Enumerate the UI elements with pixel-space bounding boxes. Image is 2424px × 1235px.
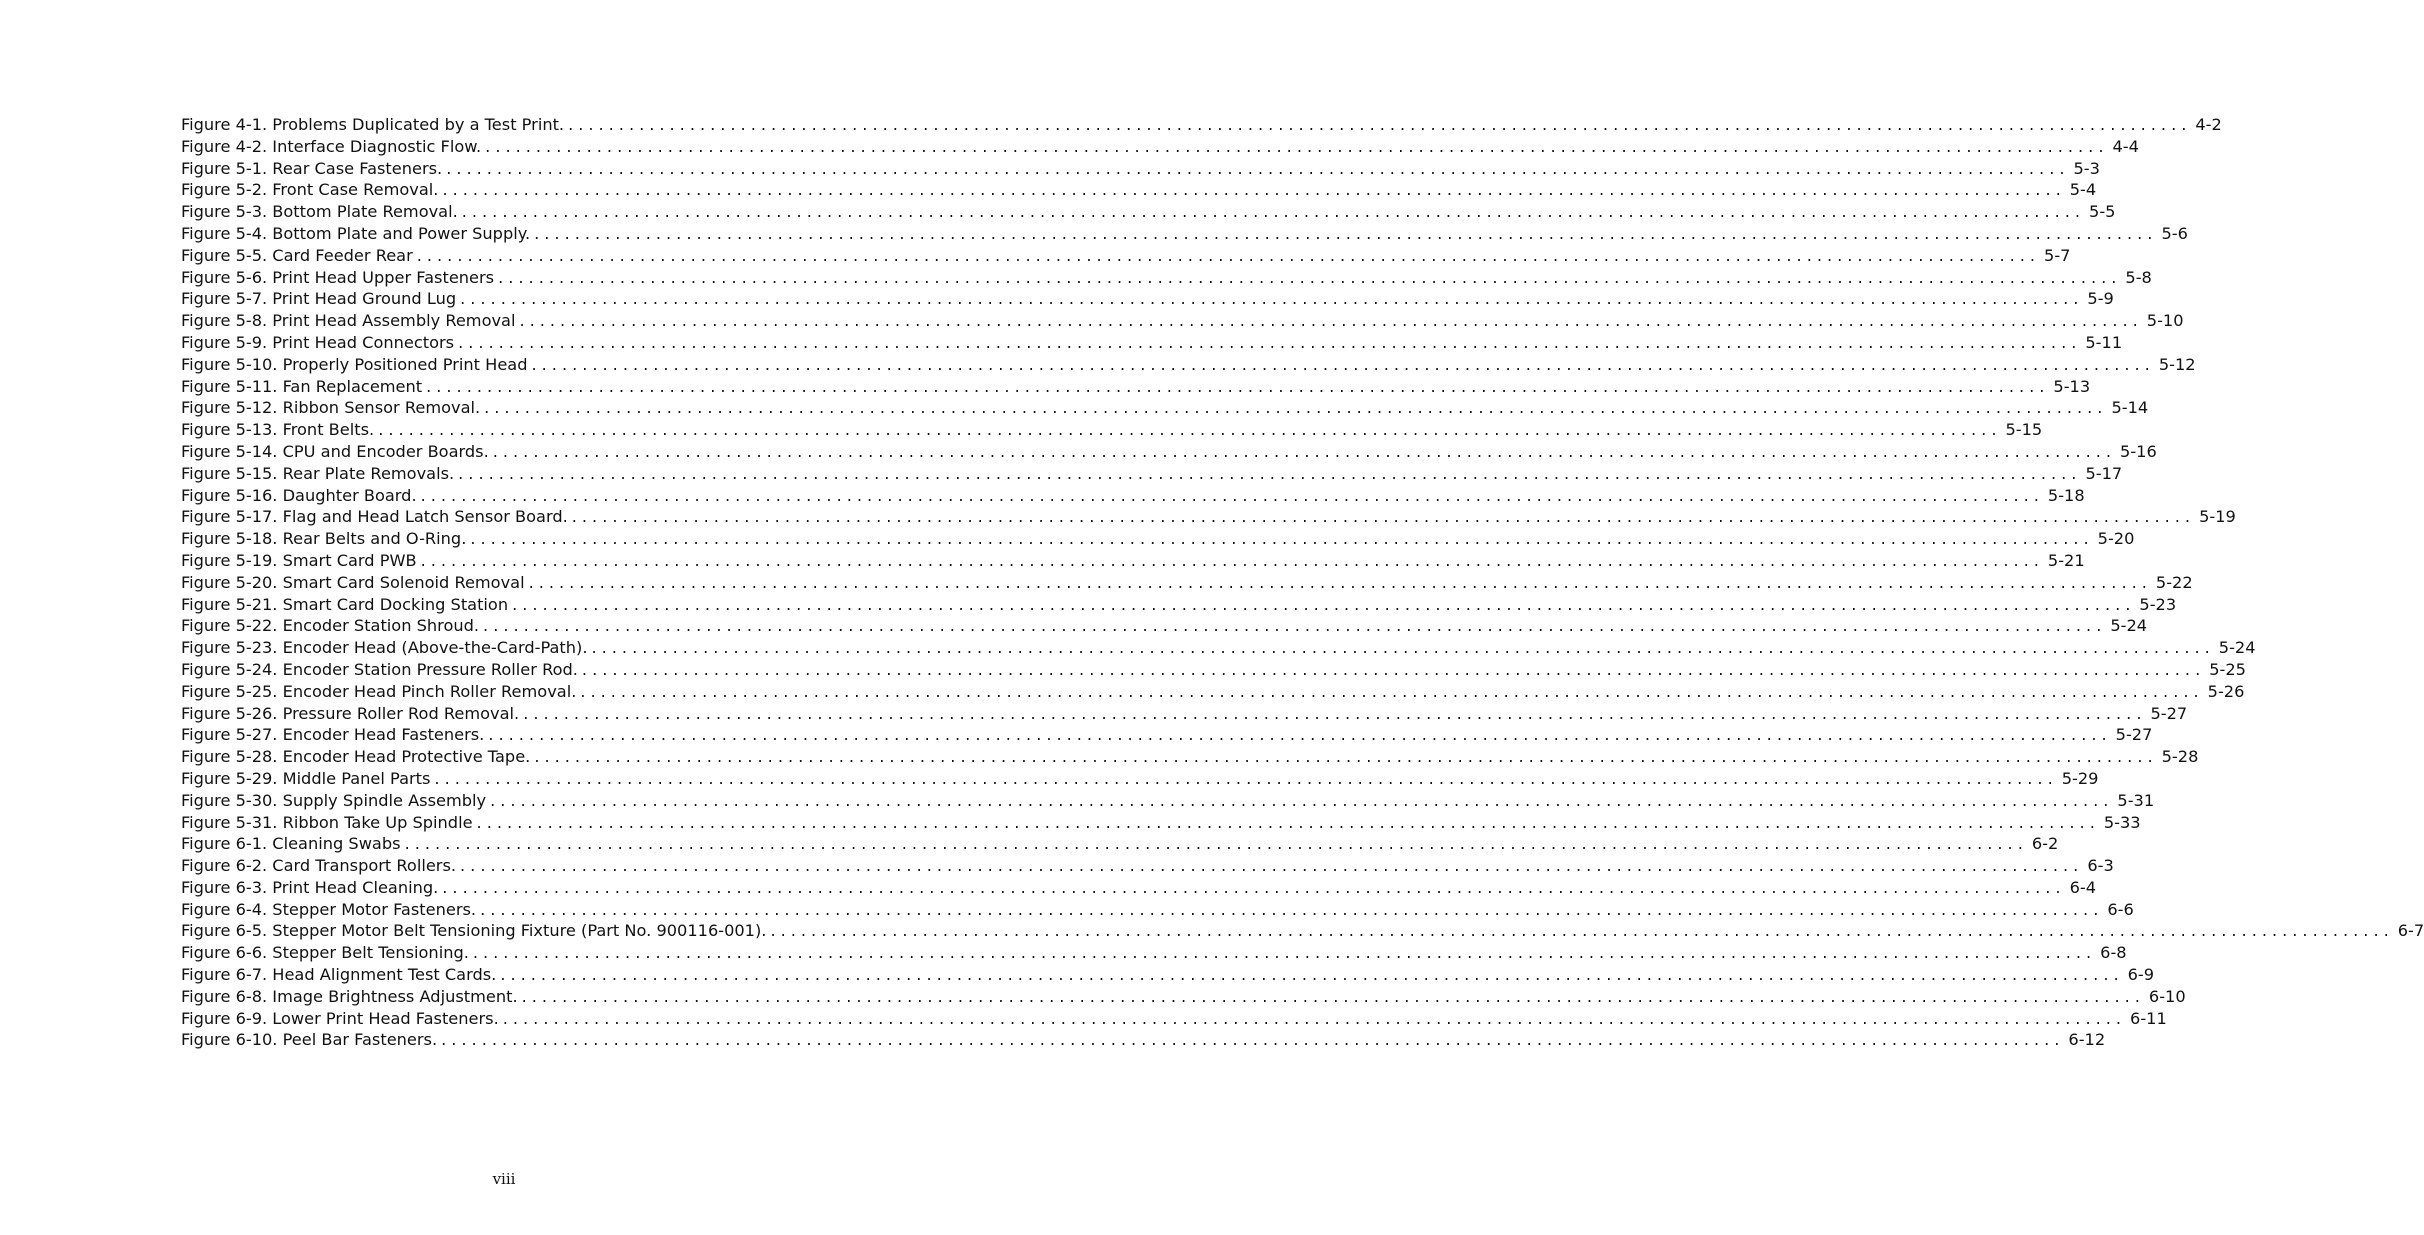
toc-entry[interactable] [181, 179, 2097, 201]
toc-entry-page: 5-4 [2069, 180, 2097, 200]
toc-entry[interactable] [181, 419, 2043, 441]
toc-entry-page: 5-11 [2085, 332, 2123, 352]
toc-entry-page: 5-23 [2139, 594, 2177, 614]
toc-entry-page: 5-8 [2125, 267, 2152, 287]
toc-entry[interactable] [181, 267, 2152, 289]
toc-entry[interactable] [181, 899, 2134, 921]
toc-entry-page: 5-28 [2161, 747, 2199, 767]
dot-leader: ................................................................................................................................................................ [488, 725, 2112, 745]
toc-entry[interactable] [181, 855, 2114, 877]
toc-entry-page: 6-11 [2130, 1008, 2167, 1028]
toc-entry[interactable] [181, 550, 2085, 572]
toc-entry-title: Figure 6-2. Card Transport Rollers. [181, 856, 457, 876]
toc-entry[interactable] [181, 724, 2153, 746]
toc-entry-page: 6-3 [2087, 856, 2114, 876]
dot-leader: ................................................................................................................................................................ [534, 747, 2158, 767]
toc-entry-title: Figure 5-8. Print Head Assembly Removal [181, 311, 516, 331]
toc-entry-page: 5-5 [2089, 202, 2116, 222]
toc-entry-title: Figure 5-12. Ribbon Sensor Removal. [181, 398, 481, 418]
dot-leader: ................................................................................................................................................................ [416, 245, 2041, 265]
toc-entry[interactable] [181, 1008, 2167, 1030]
toc-entry[interactable] [181, 572, 2193, 594]
toc-entry[interactable] [181, 964, 2155, 986]
dot-leader: ................................................................................................................................................................ [434, 768, 2058, 788]
toc-entry-title: Figure 5-13. Front Belts. [181, 420, 375, 440]
toc-entry[interactable] [181, 986, 2186, 1008]
toc-entry-title: Figure 5-15. Rear Plate Removals. [181, 463, 455, 483]
toc-entry-page: 5-14 [2111, 398, 2149, 418]
dot-leader: ................................................................................................................................................................ [502, 1008, 2127, 1028]
toc-entry-title: Figure 5-24. Encoder Station Pressure Roller Rod. [181, 659, 578, 679]
dot-leader: ................................................................................................................................................................ [476, 812, 2100, 832]
toc-entry-title: Figure 6-6. Stepper Belt Tensioning. [181, 943, 469, 963]
toc-entry-title: Figure 6-4. Stepper Motor Fasteners. [181, 899, 477, 919]
toc-entry[interactable] [181, 637, 2256, 659]
toc-entry-title: Figure 5-2. Front Case Removal. [181, 180, 439, 200]
toc-entry[interactable] [181, 615, 2148, 637]
toc-entry[interactable] [181, 833, 2059, 855]
dot-leader: ................................................................................................................................................................ [512, 594, 2136, 614]
toc-entry[interactable] [181, 877, 2097, 899]
toc-entry-title: Figure 5-21. Smart Card Docking Station [181, 594, 509, 614]
toc-entry-page: 6-10 [2148, 986, 2186, 1006]
toc-entry-title: Figure 5-31. Ribbon Take Up Spindle [181, 812, 473, 832]
dot-leader: ................................................................................................................................................................ [461, 202, 2086, 222]
list-of-figures [181, 114, 2424, 1051]
toc-entry-page: 5-19 [2199, 507, 2236, 527]
dot-leader: ................................................................................................................................................................ [523, 703, 2147, 723]
dot-leader: ................................................................................................................................................................ [442, 877, 2066, 897]
toc-entry[interactable] [181, 506, 2236, 528]
toc-entry-title: Figure 5-16. Daughter Board. [181, 485, 417, 505]
toc-entry-title: Figure 6-10. Peel Bar Fasteners. [181, 1030, 438, 1050]
toc-entry[interactable] [181, 136, 2139, 158]
toc-entry-title: Figure 5-19. Smart Card PWB [181, 550, 417, 570]
dot-leader: ................................................................................................................................................................ [580, 681, 2204, 701]
dot-leader: ................................................................................................................................................................ [498, 267, 2122, 287]
toc-entry[interactable] [181, 746, 2199, 768]
dot-leader: ................................................................................................................................................................ [519, 311, 2143, 331]
toc-entry-title: Figure 5-25. Encoder Head Pinch Roller Removal. [181, 681, 577, 701]
toc-entry-title: Figure 5-28. Encoder Head Protective Tape. [181, 747, 531, 767]
toc-entry[interactable] [181, 114, 2222, 136]
toc-entry-page: 6-7 [2397, 921, 2424, 941]
toc-entry-page: 6-12 [2068, 1030, 2106, 1050]
page-number: viii [492, 1170, 516, 1188]
toc-entry[interactable] [181, 485, 2085, 507]
toc-entry[interactable] [181, 681, 2245, 703]
toc-entry-title: Figure 5-6. Print Head Upper Fasteners [181, 267, 495, 287]
dot-leader: ................................................................................................................................................................ [458, 332, 2082, 352]
dot-leader: ................................................................................................................................................................ [472, 943, 2097, 963]
toc-entry-page: 5-10 [2146, 311, 2184, 331]
toc-entry-title: Figure 5-11. Fan Replacement [181, 376, 423, 396]
toc-entry-title: Figure 5-18. Rear Belts and O-Ring. [181, 529, 467, 549]
toc-entry-title: Figure 4-1. Problems Duplicated by a Test Print. [181, 115, 565, 134]
dot-leader: ................................................................................................................................................................ [483, 616, 2107, 636]
toc-entry-page: 5-20 [2097, 529, 2135, 549]
toc-entry[interactable] [181, 768, 2099, 790]
toc-entry[interactable] [181, 376, 2091, 398]
toc-entry[interactable] [181, 310, 2184, 332]
toc-entry[interactable] [181, 528, 2135, 550]
toc-entry-title: Figure 5-14. CPU and Encoder Boards. [181, 441, 489, 461]
toc-entry-title: Figure 5-9. Print Head Connectors [181, 332, 455, 352]
toc-entry-page: 5-7 [2044, 245, 2071, 265]
dot-leader: ................................................................................................................................................................ [591, 638, 2215, 658]
toc-entry-page: 5-17 [2085, 463, 2123, 483]
toc-entry-page: 5-21 [2047, 550, 2085, 570]
toc-entry[interactable] [181, 354, 2196, 376]
dot-leader: ................................................................................................................................................................ [480, 899, 2104, 919]
toc-entry-page: 6-6 [2107, 899, 2134, 919]
toc-entry[interactable] [181, 659, 2246, 681]
toc-entry[interactable] [181, 441, 2157, 463]
dot-leader: ................................................................................................................................................................ [458, 463, 2082, 483]
dot-leader: ................................................................................................................................................................ [420, 550, 2044, 570]
dot-leader: ................................................................................................................................................................ [460, 856, 2084, 876]
dot-leader: ................................................................................................................................................................ [484, 398, 2108, 418]
toc-entry[interactable] [181, 812, 2141, 834]
toc-entry-title: Figure 5-10. Properly Positioned Print Head [181, 354, 528, 374]
toc-entry-page: 6-9 [2127, 965, 2155, 985]
toc-entry-title: Figure 6-7. Head Alignment Test Cards. [181, 965, 497, 985]
dot-leader: ................................................................................................................................................................ [442, 180, 2066, 200]
dot-leader: ................................................................................................................................................................ [531, 354, 2155, 374]
toc-entry-title: Figure 5-17. Flag and Head Latch Sensor Board. [181, 507, 568, 527]
dot-leader: ................................................................................................................................................................ [581, 659, 2206, 679]
toc-entry-title: Figure 4-2. Interface Diagnostic Flow. [181, 136, 482, 156]
toc-entry-title: Figure 5-4. Bottom Plate and Power Supply. [181, 223, 531, 243]
toc-entry-page: 5-26 [2207, 681, 2245, 701]
dot-leader: ................................................................................................................................................................ [426, 376, 2050, 396]
toc-entry-title: Figure 5-29. Middle Panel Parts [181, 768, 431, 788]
toc-entry-page: 6-8 [2100, 943, 2127, 963]
toc-entry[interactable] [181, 288, 2114, 310]
dot-leader: ................................................................................................................................................................ [770, 921, 2394, 941]
dot-leader: ................................................................................................................................................................ [521, 986, 2145, 1006]
toc-entry-page: 5-9 [2087, 289, 2114, 309]
toc-entry-title: Figure 5-26. Pressure Roller Rod Removal. [181, 703, 520, 723]
dot-leader: ................................................................................................................................................................ [446, 158, 2070, 178]
toc-entry-page: 5-22 [2155, 572, 2193, 592]
toc-entry[interactable] [181, 201, 2116, 223]
toc-entry[interactable] [181, 594, 2177, 616]
toc-entry[interactable] [181, 332, 2123, 354]
dot-leader: ................................................................................................................................................................ [441, 1030, 2065, 1050]
dot-leader: ................................................................................................................................................................ [528, 572, 2152, 592]
toc-entry-page: 6-4 [2069, 877, 2097, 897]
toc-entry-title: Figure 6-1. Cleaning Swabs [181, 834, 401, 854]
dot-leader: ................................................................................................................................................................ [470, 529, 2094, 549]
toc-entry-page: 5-25 [2209, 659, 2246, 679]
toc-entry[interactable] [181, 463, 2123, 485]
toc-entry[interactable] [181, 942, 2127, 964]
toc-entry-title: Figure 5-23. Encoder Head (Above-the-Card-Path). [181, 638, 588, 658]
dot-leader: ................................................................................................................................................................ [492, 441, 2117, 461]
toc-entry-page: 5-29 [2061, 768, 2099, 788]
dot-leader: ................................................................................................................................................................ [571, 507, 2196, 527]
dot-leader: ................................................................................................................................................................ [378, 420, 2002, 440]
toc-entry[interactable] [181, 158, 2100, 180]
toc-entry-page: 5-33 [2103, 812, 2141, 832]
toc-entry-title: Figure 6-9. Lower Print Head Fasteners. [181, 1008, 499, 1028]
toc-entry-title: Figure 5-5. Card Feeder Rear [181, 245, 413, 265]
toc-entry-title: Figure 5-30. Supply Spindle Assembly [181, 790, 487, 810]
toc-entry-title: Figure 5-27. Encoder Head Fasteners. [181, 725, 485, 745]
toc-entry-page: 5-12 [2158, 354, 2196, 374]
dot-leader: ................................................................................................................................................................ [490, 790, 2114, 810]
toc-entry-page: 4-2 [2195, 115, 2222, 134]
dot-leader: ................................................................................................................................................................ [404, 834, 2028, 854]
toc-entry[interactable] [181, 1029, 2106, 1051]
toc-entry-title: Figure 5-1. Rear Case Fasteners. [181, 158, 443, 178]
toc-entry-title: Figure 5-7. Print Head Ground Lug [181, 289, 457, 309]
toc-entry-page: 6-2 [2031, 834, 2059, 854]
toc-entry-page: 5-15 [2005, 420, 2043, 440]
toc-entry-page: 5-16 [2120, 441, 2157, 461]
toc-entry-title: Figure 6-3. Print Head Cleaning. [181, 877, 439, 897]
toc-entry-page: 5-24 [2110, 616, 2148, 636]
toc-entry-page: 5-31 [2117, 790, 2155, 810]
toc-entry-page: 5-24 [2218, 638, 2256, 658]
toc-entry-page: 5-18 [2047, 485, 2085, 505]
dot-leader: ................................................................................................................................................................ [500, 965, 2124, 985]
toc-entry-page: 5-13 [2053, 376, 2091, 396]
dot-leader: ................................................................................................................................................................ [534, 223, 2158, 243]
toc-entry[interactable] [181, 223, 2188, 245]
dot-leader: ................................................................................................................................................................ [485, 136, 2109, 156]
toc-entry[interactable] [181, 920, 2424, 942]
dot-leader: ................................................................................................................................................................ [460, 289, 2084, 309]
dot-leader: ................................................................................................................................................................ [568, 115, 2192, 134]
toc-entry-title: Figure 5-3. Bottom Plate Removal. [181, 202, 458, 222]
toc-entry[interactable] [181, 790, 2155, 812]
dot-leader: ................................................................................................................................................................ [420, 485, 2044, 505]
toc-entry-page: 5-27 [2115, 725, 2153, 745]
toc-entry-page: 5-3 [2073, 158, 2100, 178]
toc-entry-page: 5-27 [2150, 703, 2188, 723]
toc-entry-title: Figure 6-8. Image Brightness Adjustment. [181, 986, 518, 1006]
toc-entry-title: Figure 5-22. Encoder Station Shroud. [181, 616, 480, 636]
toc-entry[interactable] [181, 245, 2071, 267]
toc-entry-title: Figure 6-5. Stepper Motor Belt Tensioning Fixture (Part No. 900116-001). [181, 921, 767, 941]
toc-entry-title: Figure 5-20. Smart Card Solenoid Removal [181, 572, 525, 592]
toc-entry-page: 5-6 [2161, 223, 2188, 243]
toc-entry-page: 4-4 [2112, 136, 2139, 156]
toc-entry[interactable] [181, 397, 2149, 419]
toc-entry[interactable] [181, 703, 2188, 725]
